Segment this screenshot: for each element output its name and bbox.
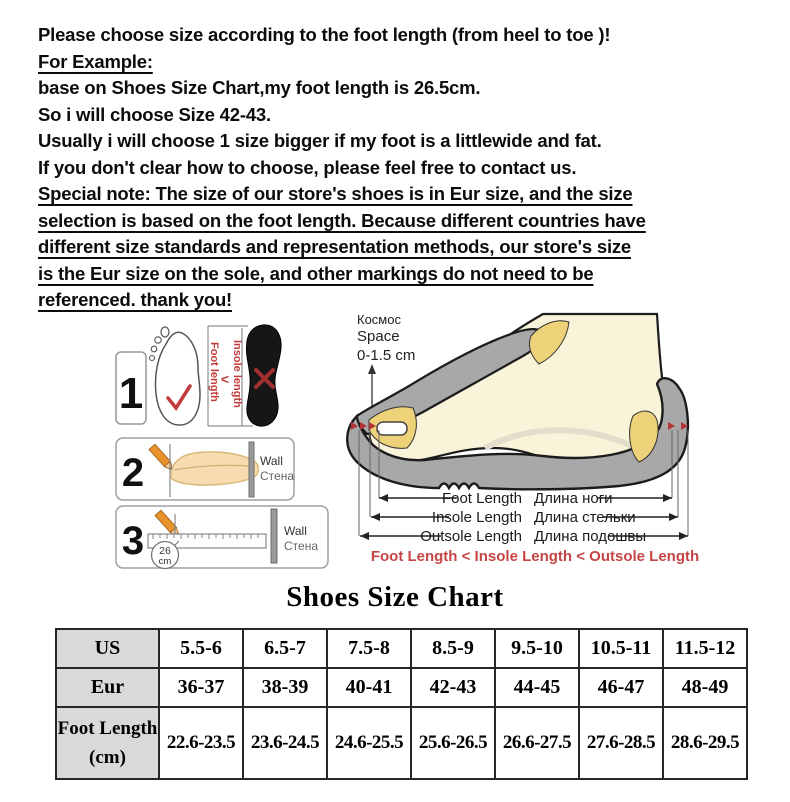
row-header-eur: Eur bbox=[56, 668, 159, 707]
size-cell: 48-49 bbox=[663, 668, 747, 707]
size-cell: 5.5-6 bbox=[159, 629, 243, 668]
length-rule-note: Foot Length < Insole Length < Outsole Length bbox=[370, 548, 700, 565]
size-chart-title: Shoes Size Chart bbox=[286, 581, 504, 613]
step-3 bbox=[116, 506, 328, 569]
size-cell: 46-47 bbox=[579, 668, 663, 707]
space-range-label: 0-1.5 cm bbox=[357, 347, 416, 364]
special-note-line: is the Eur size on the sole, and other markings do not need to be bbox=[38, 262, 594, 284]
size-cell: 23.6-24.5 bbox=[243, 707, 327, 779]
size-cell: 24.6-25.5 bbox=[327, 707, 411, 779]
wall-bar bbox=[249, 442, 254, 497]
space-label-ru: Космос bbox=[357, 312, 401, 327]
table-row-foot-length bbox=[56, 707, 747, 779]
toe-gap-marker bbox=[377, 422, 407, 435]
measuring-steps-diagram bbox=[108, 312, 340, 576]
size-cell: 8.5-9 bbox=[411, 629, 495, 668]
table-row-us bbox=[56, 629, 747, 668]
size-cell: 44-45 bbox=[495, 668, 579, 707]
foot-profile-graphic bbox=[171, 452, 259, 485]
size-cell: 42-43 bbox=[411, 668, 495, 707]
step-number: 2 bbox=[121, 451, 145, 495]
size-cell: 11.5-12 bbox=[663, 629, 747, 668]
special-note-line: selection is based on the foot length. Because different countries have bbox=[38, 209, 646, 231]
wall-label-ru: Стена bbox=[260, 469, 295, 483]
step-number: 1 bbox=[118, 369, 144, 418]
insole-length-label-ru: Длина стельки bbox=[534, 509, 636, 526]
special-note-line: referenced. thank you! bbox=[38, 289, 233, 310]
intro-line: So i will choose Size 42-43. bbox=[38, 103, 271, 125]
special-note-line: Special note: The size of our store's shoes is in Eur size, and the size bbox=[38, 183, 633, 204]
ruler-value: 26 bbox=[159, 545, 171, 557]
barefoot-graphic bbox=[150, 327, 201, 425]
insole-graphic bbox=[246, 325, 281, 426]
size-cell: 28.6-29.5 bbox=[663, 707, 747, 779]
special-note-line: different size standards and representation methods, our store's size bbox=[38, 236, 632, 257]
size-cell: 9.5-10 bbox=[495, 629, 579, 668]
row-header-line2: (cm) bbox=[89, 747, 126, 768]
space-label-en: Space bbox=[357, 328, 400, 345]
less-than-sign: < bbox=[220, 371, 230, 387]
size-cell: 25.6-26.5 bbox=[411, 707, 495, 779]
size-cell: 6.5-7 bbox=[243, 629, 327, 668]
size-cell: 40-41 bbox=[327, 668, 411, 707]
size-cell: 22.6-23.5 bbox=[159, 707, 243, 779]
row-header-us: US bbox=[56, 629, 159, 668]
intro-line: Usually i will choose 1 size bigger if my foot is a littlewide and fat. bbox=[38, 130, 602, 151]
wall-label-en: Wall bbox=[284, 524, 307, 538]
measured-value-badge bbox=[152, 541, 180, 569]
size-chart-table bbox=[55, 628, 748, 780]
foot-length-label: Foot length bbox=[208, 342, 220, 402]
outsole-length-label-ru: Длина подошвы bbox=[534, 528, 647, 545]
wall-label-en: Wall bbox=[260, 454, 283, 468]
ruler-unit: cm bbox=[158, 556, 172, 567]
intro-line: For Example: bbox=[38, 50, 153, 72]
intro-line: base on Shoes Size Chart,my foot length is 26.5cm. bbox=[38, 77, 481, 98]
size-cell: 38-39 bbox=[243, 668, 327, 707]
insole-length-label-en: Insole Length bbox=[431, 509, 522, 526]
outsole-length-label-en: Outsole Length bbox=[420, 528, 522, 545]
foot-length-label-ru: Длина ноги bbox=[534, 490, 613, 507]
shoe-measurement-diagram bbox=[335, 298, 790, 580]
insole-length-label: Insole length bbox=[231, 340, 243, 408]
step-number: 3 bbox=[121, 519, 145, 563]
size-cell: 27.6-28.5 bbox=[579, 707, 663, 779]
size-cell: 10.5-11 bbox=[579, 629, 663, 668]
row-header-line1: Foot Length bbox=[57, 718, 158, 739]
size-cell: 7.5-8 bbox=[327, 629, 411, 668]
step-1 bbox=[116, 325, 281, 426]
size-cell: 26.6-27.5 bbox=[495, 707, 579, 779]
foot-length-label-en: Foot Length bbox=[441, 490, 522, 507]
intro-text-block bbox=[38, 22, 766, 314]
intro-line: Please choose size according to the foot length (from heel to toe )! bbox=[38, 24, 611, 45]
step-2 bbox=[116, 438, 294, 500]
row-header-foot-length bbox=[56, 707, 159, 779]
intro-line: If you don't clear how to choose, please feel free to contact us. bbox=[38, 156, 577, 178]
wall-label-ru: Стена bbox=[284, 539, 319, 553]
table-row-eur bbox=[56, 668, 747, 707]
wall-bar bbox=[271, 509, 277, 563]
size-cell: 36-37 bbox=[159, 668, 243, 707]
